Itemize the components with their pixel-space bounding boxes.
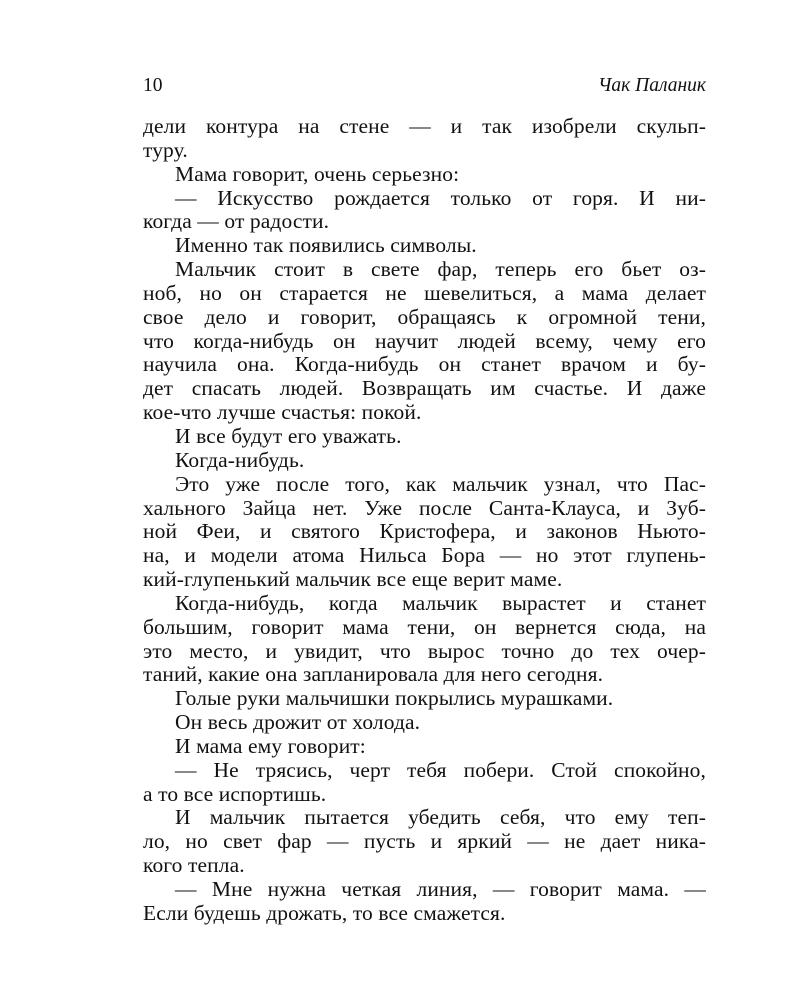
text-line: И мальчик пытается убедить себя, что ему теп- bbox=[175, 805, 706, 830]
text-line: научила она. Когда-нибудь он станет врачом и бу- bbox=[143, 352, 706, 377]
text-line: Голые руки мальчишки покрылись мурашками. bbox=[175, 686, 614, 711]
text-line: ной Феи, и святого Кристофера, и законов Ньюто- bbox=[143, 519, 706, 544]
body-text bbox=[143, 115, 706, 926]
text-line: туру. bbox=[143, 137, 188, 162]
text-line: большим, говорит мама тени, он вернется сюда, на bbox=[143, 614, 706, 639]
text-line: Когда-нибудь, когда мальчик вырастет и станет bbox=[175, 590, 706, 615]
text-line: — Мне нужна четкая линия, — говорит мама. — bbox=[175, 877, 706, 901]
text-line: дет спасать людей. Возвращать им счастье. И даже bbox=[143, 376, 706, 401]
text-line: а то все испортишь. bbox=[143, 781, 327, 806]
text-line: это место, и увидит, что вырос точно до тех очер- bbox=[143, 638, 706, 663]
text-line: что когда-нибудь он научит людей всему, чему его bbox=[143, 328, 706, 353]
text-line: дели контура на стене — и так изобрели скульп- bbox=[143, 114, 706, 138]
text-line: ло, но свет фар — пусть и яркий — не дает ника- bbox=[143, 829, 706, 854]
text-line: Именно так появились символы. bbox=[175, 233, 477, 258]
text-line: когда — от радости. bbox=[143, 209, 330, 234]
text-line: Мальчик стоит в свете фар, теперь его бьет оз- bbox=[175, 257, 706, 282]
text-line: ноб, но он старается не шевелиться, а мама делает bbox=[143, 280, 706, 305]
text-line: И мама ему говорит: bbox=[175, 733, 366, 758]
running-title: Чак Паланик bbox=[597, 75, 706, 96]
running-head bbox=[143, 71, 706, 101]
text-line: Это уже после того, как мальчик узнал, что Пас- bbox=[175, 471, 706, 496]
text-line: хального Зайца нет. Уже после Санта-Клауса, и Зуб- bbox=[143, 495, 706, 520]
text-line: на, и модели атома Нильса Бора — но этот глупень- bbox=[143, 543, 706, 568]
text-line: свое дело и говорит, обращаясь к огромной тени, bbox=[143, 304, 706, 329]
page-number: 10 bbox=[143, 75, 163, 96]
text-line: кого тепла. bbox=[143, 853, 245, 878]
text-line: Когда-нибудь. bbox=[175, 447, 305, 472]
text-line: кий-глупенький мальчик все еще верит маме. bbox=[143, 567, 563, 592]
text-line: кое-что лучше счастья: покой. bbox=[143, 400, 422, 425]
text-line: Мама говорит, очень серьезно: bbox=[175, 161, 460, 186]
text-line: таний, какие она запланировала для него сегодня. bbox=[143, 662, 604, 687]
text-line: Если будешь дрожать, то все смажется. bbox=[143, 900, 506, 925]
text-line: Он весь дрожит от холода. bbox=[175, 710, 421, 735]
text-line: И все будут его уважать. bbox=[175, 423, 402, 448]
text-line: — Искусство рождается только от горя. И ни- bbox=[175, 185, 706, 210]
text-line: — Не трясись, черт тебя побери. Стой спокойно, bbox=[175, 757, 706, 782]
